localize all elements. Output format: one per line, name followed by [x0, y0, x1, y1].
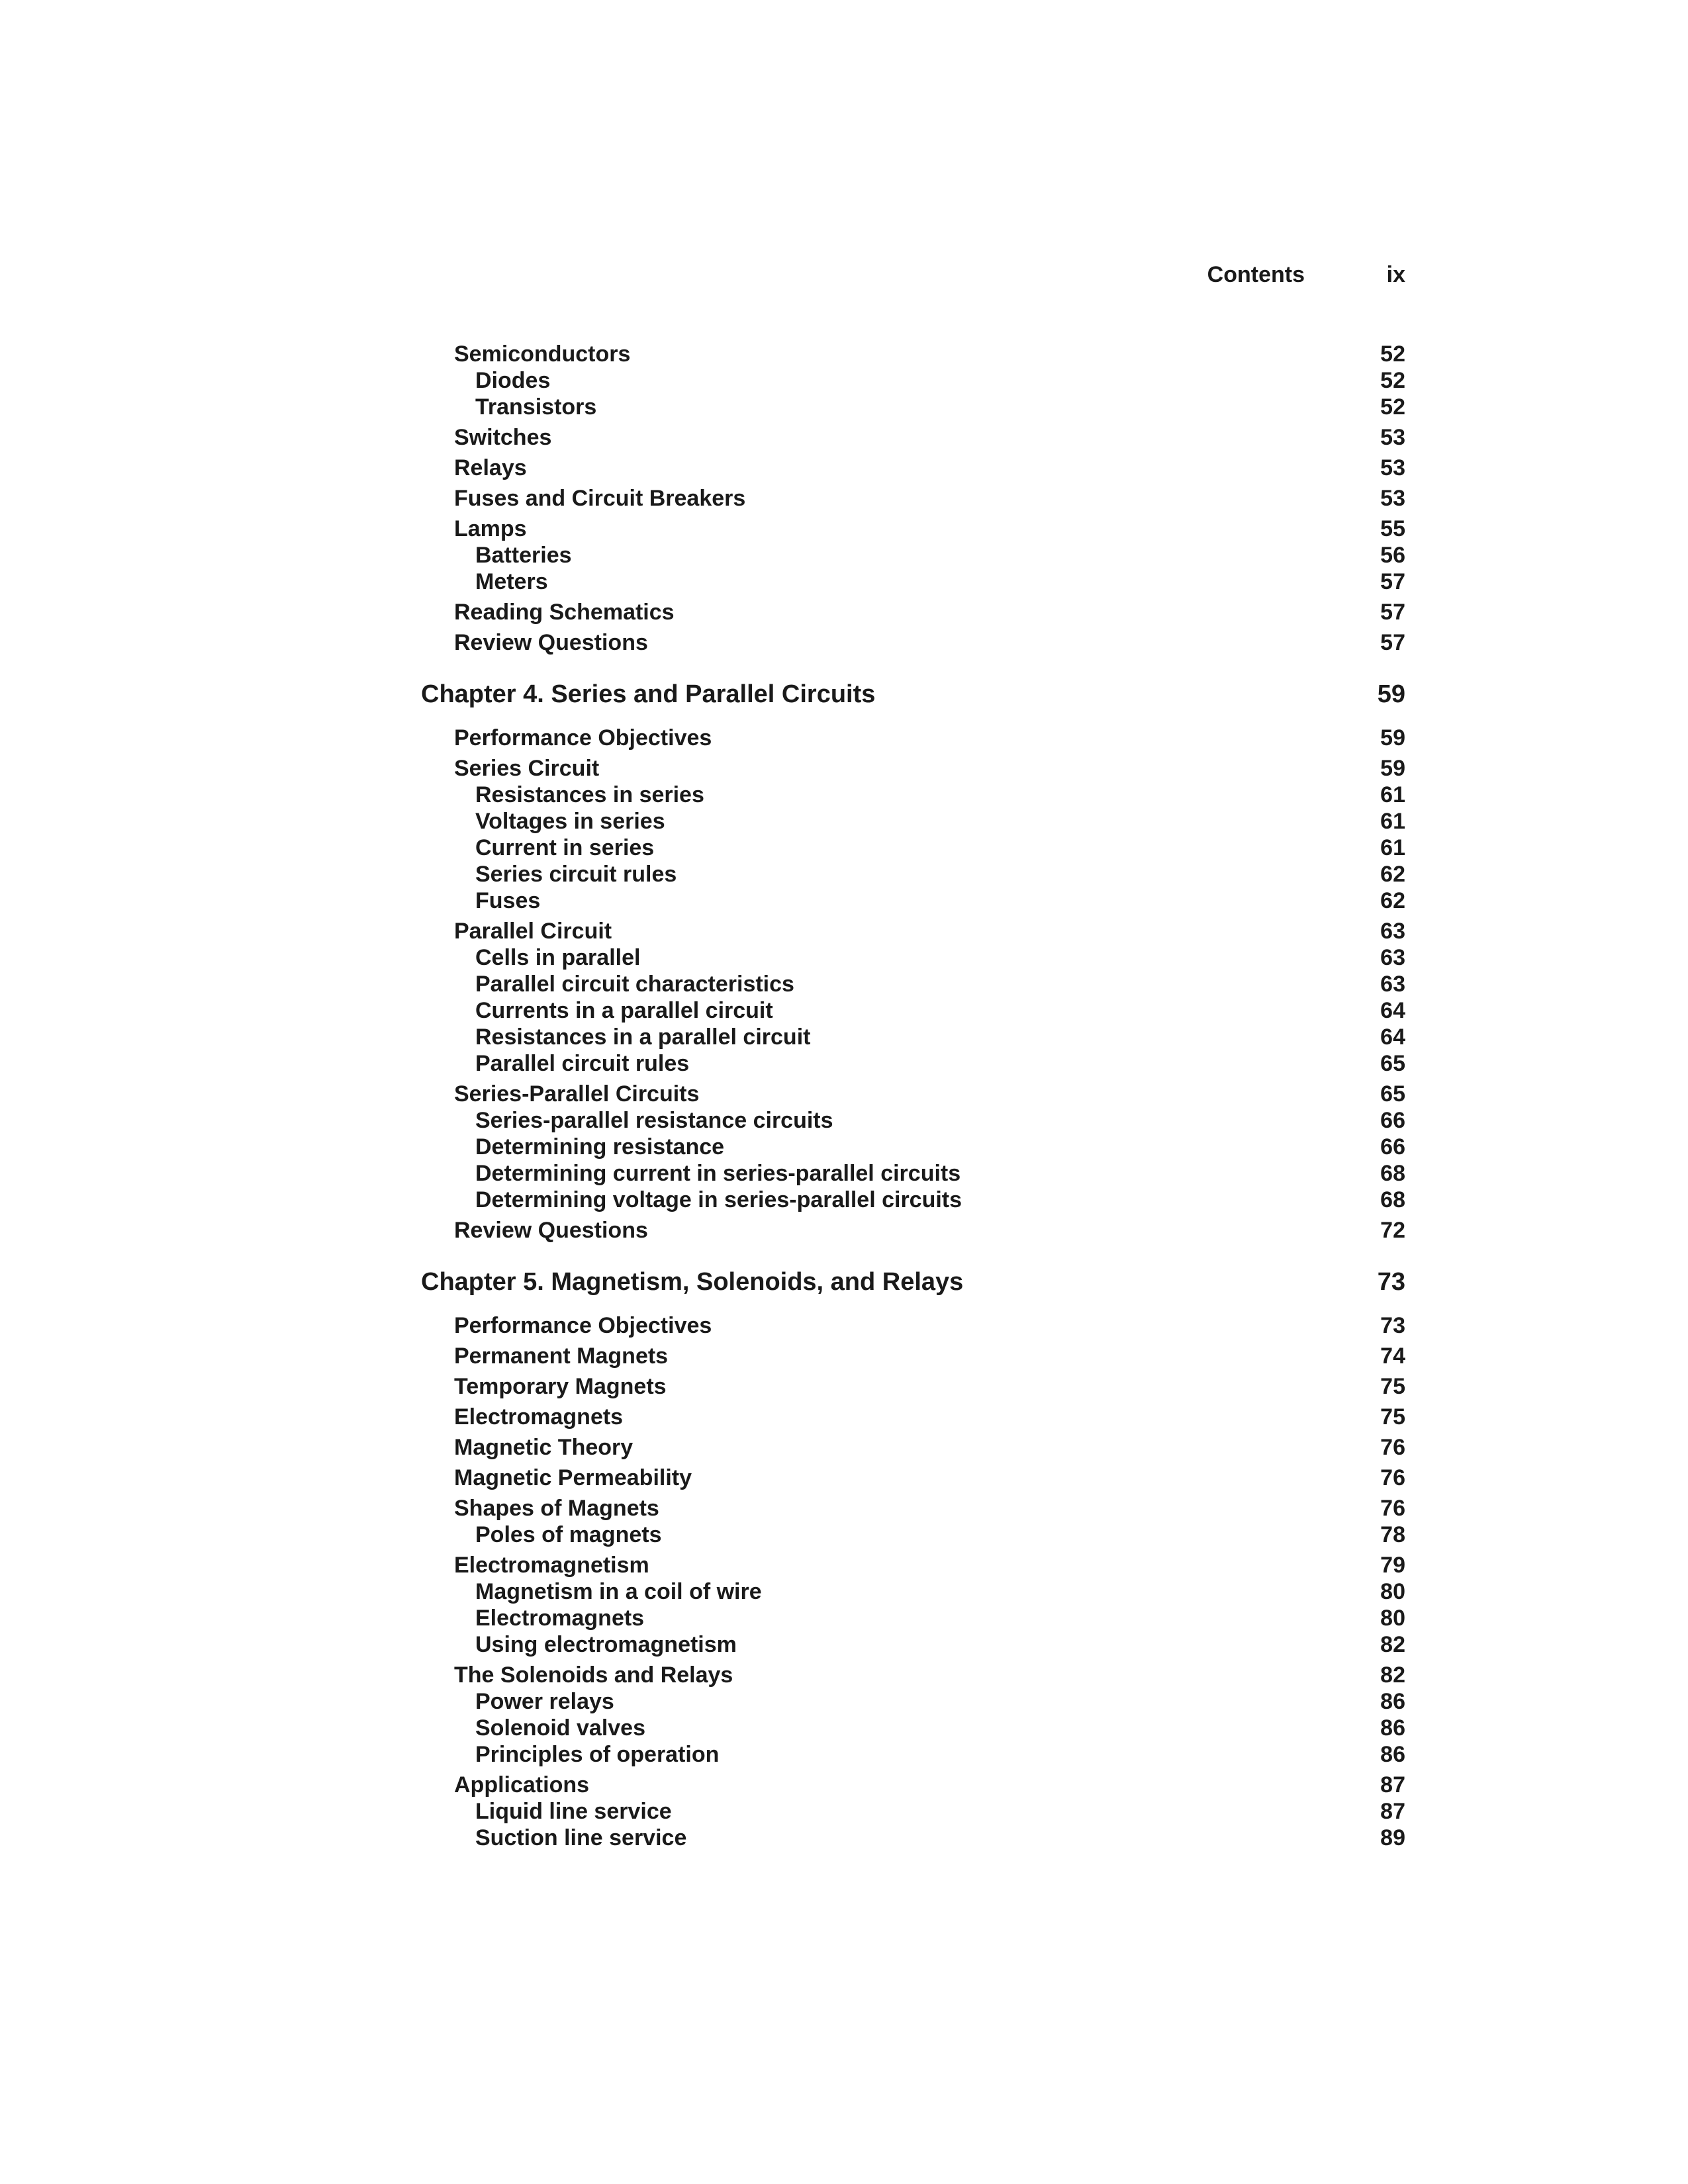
toc-entry [0, 1772, 1688, 1801]
entry-title: Series-Parallel Circuits [454, 1081, 700, 1107]
entry-page-number: 59 [1380, 725, 1405, 751]
toc-entry [0, 1435, 1688, 1464]
entry-title: Electromagnets [475, 1606, 645, 1631]
toc-entry [0, 756, 1688, 785]
toc-entry [0, 1313, 1688, 1342]
entry-page-number: 76 [1380, 1496, 1405, 1521]
entry-title: Magnetic Permeability [454, 1465, 692, 1490]
entry-page-number: 68 [1380, 1187, 1405, 1212]
entry-page-number: 66 [1380, 1108, 1405, 1133]
entry-title: Diodes [475, 368, 551, 393]
toc-entry [0, 1161, 1688, 1190]
running-header-title: Contents [1207, 262, 1305, 287]
entry-title: Permanent Magnets [454, 1343, 669, 1369]
entry-page-number: 72 [1380, 1218, 1405, 1243]
toc-entry [0, 1465, 1688, 1494]
toc-entry [0, 1108, 1688, 1137]
entry-page-number: 59 [1380, 756, 1405, 781]
entry-title: Determining voltage in series-parallel circuits [475, 1187, 962, 1212]
entry-page-number: 52 [1380, 368, 1405, 393]
entry-title: Performance Objectives [454, 1313, 712, 1338]
toc-entry [0, 569, 1688, 598]
entry-page-number: 76 [1380, 1435, 1405, 1460]
entry-page-number: 53 [1380, 425, 1405, 450]
entry-page-number: 65 [1380, 1081, 1405, 1107]
toc-entry [0, 1632, 1688, 1661]
entry-title: Applications [454, 1772, 590, 1797]
toc-entry [0, 1799, 1688, 1828]
chapter-entry [0, 1268, 1688, 1297]
entry-title: Parallel circuit characteristics [475, 972, 794, 997]
toc-entry [0, 1024, 1688, 1054]
entry-title: Series circuit rules [475, 862, 677, 887]
toc-entry [0, 945, 1688, 974]
entry-title: Review Questions [454, 1218, 648, 1243]
entry-page-number: 80 [1380, 1606, 1405, 1631]
entry-page-number: 80 [1380, 1579, 1405, 1604]
toc-entry [0, 1374, 1688, 1403]
entry-page-number: 62 [1380, 862, 1405, 887]
toc-entry [0, 998, 1688, 1027]
toc-entry [0, 835, 1688, 864]
entry-page-number: 73 [1380, 1313, 1405, 1338]
entry-page-number: 75 [1380, 1374, 1405, 1399]
toc-entry [0, 1825, 1688, 1854]
toc-entry [0, 600, 1688, 629]
toc-entry [0, 486, 1688, 515]
page-folio: ix [1386, 262, 1405, 287]
entry-title: Voltages in series [475, 809, 665, 834]
entry-page-number: 53 [1380, 455, 1405, 480]
entry-page-number: 64 [1380, 1024, 1405, 1050]
entry-title: Series Circuit [454, 756, 600, 781]
entry-title: Reading Schematics [454, 600, 675, 625]
entry-title: Principles of operation [475, 1742, 720, 1767]
entry-title: Liquid line service [475, 1799, 672, 1824]
toc-entry [0, 1051, 1688, 1080]
entry-page-number: 52 [1380, 394, 1405, 420]
toc-entry [0, 1742, 1688, 1771]
toc-entry [0, 782, 1688, 811]
entry-page-number: 62 [1380, 888, 1405, 913]
entry-title: Determining current in series-parallel circuits [475, 1161, 961, 1186]
entry-page-number: 64 [1380, 998, 1405, 1023]
entry-title: Determining resistance [475, 1134, 725, 1160]
toc-entry [0, 630, 1688, 659]
toc-entry [0, 1343, 1688, 1373]
entry-page-number: 89 [1380, 1825, 1405, 1850]
entry-page-number: 82 [1380, 1632, 1405, 1657]
chapter-title: Chapter 5. Magnetism, Solenoids, and Relays [421, 1268, 964, 1296]
entry-title: Parallel Circuit [454, 919, 612, 944]
entry-page-number: 76 [1380, 1465, 1405, 1490]
entry-title: Switches [454, 425, 552, 450]
toc-entry [0, 1715, 1688, 1745]
entry-title: Magnetism in a coil of wire [475, 1579, 762, 1604]
toc-entry [0, 1606, 1688, 1635]
entry-title: Electromagnetism [454, 1553, 649, 1578]
toc-entry [0, 455, 1688, 484]
entry-page-number: 55 [1380, 516, 1405, 541]
entry-title: Using electromagnetism [475, 1632, 737, 1657]
entry-page-number: 57 [1380, 569, 1405, 594]
entry-page-number: 57 [1380, 600, 1405, 625]
entry-page-number: 57 [1380, 630, 1405, 655]
toc-entry [0, 862, 1688, 891]
entry-page-number: 61 [1380, 835, 1405, 860]
entry-title: Performance Objectives [454, 725, 712, 751]
entry-title: Batteries [475, 543, 572, 568]
entry-title: Resistances in a parallel circuit [475, 1024, 811, 1050]
toc-entry [0, 888, 1688, 917]
entry-title: Semiconductors [454, 341, 631, 367]
entry-title: Lamps [454, 516, 527, 541]
toc-entry [0, 725, 1688, 754]
entry-title: Transistors [475, 394, 597, 420]
entry-page-number: 78 [1380, 1522, 1405, 1547]
entry-page-number: 63 [1380, 972, 1405, 997]
toc-entry [0, 543, 1688, 572]
entry-page-number: 73 [1377, 1268, 1405, 1296]
toc-entry [0, 1579, 1688, 1608]
entry-page-number: 61 [1380, 809, 1405, 834]
entry-page-number: 59 [1377, 680, 1405, 708]
entry-page-number: 82 [1380, 1662, 1405, 1688]
chapter-entry [0, 680, 1688, 709]
entry-title: Fuses and Circuit Breakers [454, 486, 746, 511]
entry-page-number: 53 [1380, 486, 1405, 511]
entry-title: The Solenoids and Relays [454, 1662, 733, 1688]
entry-page-number: 87 [1380, 1799, 1405, 1824]
entry-page-number: 79 [1380, 1553, 1405, 1578]
toc-entry [0, 1134, 1688, 1163]
toc-entry [0, 516, 1688, 545]
entry-page-number: 68 [1380, 1161, 1405, 1186]
toc-entry [0, 368, 1688, 397]
entry-page-number: 86 [1380, 1742, 1405, 1767]
entry-title: Magnetic Theory [454, 1435, 633, 1460]
entry-page-number: 65 [1380, 1051, 1405, 1076]
toc-entry [0, 1187, 1688, 1216]
toc-entry [0, 1662, 1688, 1692]
entry-title: Review Questions [454, 630, 648, 655]
entry-page-number: 86 [1380, 1689, 1405, 1714]
entry-title: Fuses [475, 888, 541, 913]
entry-title: Solenoid valves [475, 1715, 645, 1741]
entry-title: Meters [475, 569, 548, 594]
entry-title: Poles of magnets [475, 1522, 662, 1547]
entry-page-number: 61 [1380, 782, 1405, 807]
toc-entry [0, 1522, 1688, 1551]
toc-entry [0, 341, 1688, 371]
entry-title: Power relays [475, 1689, 614, 1714]
entry-title: Temporary Magnets [454, 1374, 667, 1399]
entry-page-number: 56 [1380, 543, 1405, 568]
entry-page-number: 86 [1380, 1715, 1405, 1741]
toc-entry [0, 1404, 1688, 1433]
entry-title: Relays [454, 455, 527, 480]
entry-page-number: 52 [1380, 341, 1405, 367]
entry-title: Currents in a parallel circuit [475, 998, 773, 1023]
toc-entry [0, 919, 1688, 948]
entry-title: Suction line service [475, 1825, 687, 1850]
toc-entry [0, 1689, 1688, 1718]
entry-title: Electromagnets [454, 1404, 624, 1430]
entry-page-number: 66 [1380, 1134, 1405, 1160]
entry-title: Parallel circuit rules [475, 1051, 690, 1076]
chapter-title: Chapter 4. Series and Parallel Circuits [421, 680, 876, 708]
toc-entry [0, 972, 1688, 1001]
entry-title: Cells in parallel [475, 945, 641, 970]
entry-title: Series-parallel resistance circuits [475, 1108, 833, 1133]
toc-entry [0, 1553, 1688, 1582]
toc-entry [0, 809, 1688, 838]
entry-title: Current in series [475, 835, 655, 860]
entry-page-number: 75 [1380, 1404, 1405, 1430]
toc-entry [0, 1081, 1688, 1111]
entry-page-number: 87 [1380, 1772, 1405, 1797]
toc-entry [0, 1218, 1688, 1247]
toc-entry [0, 425, 1688, 454]
entry-title: Shapes of Magnets [454, 1496, 659, 1521]
entry-page-number: 63 [1380, 919, 1405, 944]
entry-page-number: 63 [1380, 945, 1405, 970]
entry-title: Resistances in series [475, 782, 704, 807]
toc-entry [0, 1496, 1688, 1525]
toc-entry [0, 394, 1688, 424]
entry-page-number: 74 [1380, 1343, 1405, 1369]
